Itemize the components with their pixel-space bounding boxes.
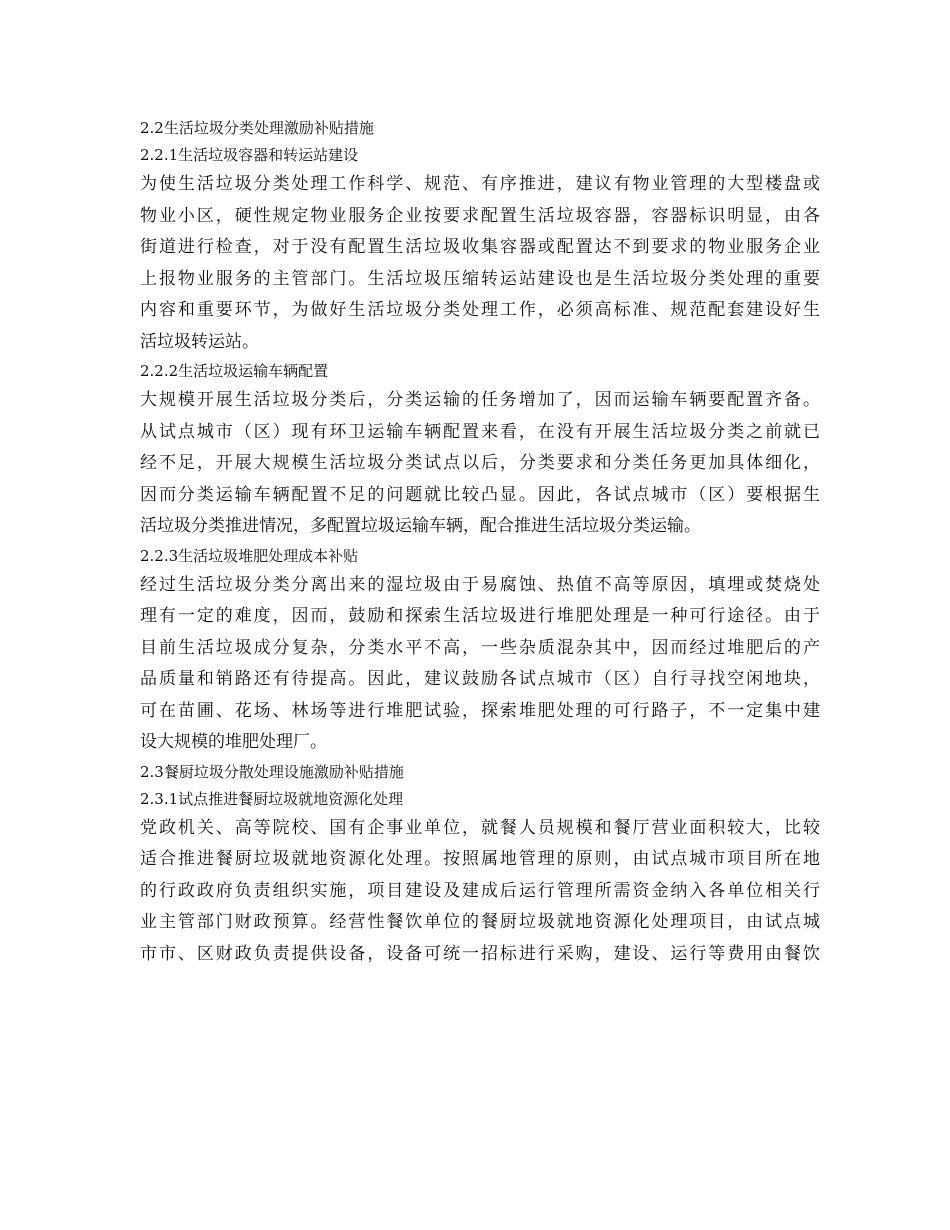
paragraph-line: 可在苗圃、花场、林场等进行堆肥试验，探索堆肥处理的可行路子，不一定集中建 <box>140 700 820 721</box>
heading-2-2-3: 2.2.3生活垃圾堆肥处理成本补贴 <box>140 546 359 565</box>
heading-2-2-2: 2.2.2生活垃圾运输车辆配置 <box>140 362 329 380</box>
paragraph-line: 上报物业服务的主管部门。生活垃圾压缩转运站建设也是生活垃圾分类处理的重要 <box>140 268 820 289</box>
para-2-2-3 <box>140 570 820 759</box>
heading-2-2-1: 2.2.1生活垃圾容器和转运站建设 <box>140 146 359 164</box>
paragraph-line: 活垃圾分类推进情况，多配置垃圾运输车辆，配合推进生活垃圾分类运输。 <box>140 516 701 536</box>
paragraph-line: 理有一定的难度，因而，鼓励和探索生活垃圾进行堆肥处理是一种可行途径。由于 <box>140 606 820 626</box>
paragraph-line: 市市、区财政负责提供设备，设备可统一招标进行采购，建设、运行等费用由餐饮 <box>140 943 820 964</box>
heading-2-3-1: 2.3.1试点推进餐厨垃圾就地资源化处理 <box>140 789 404 808</box>
paragraph-line: 经过生活垃圾分类分离出来的湿垃圾由于易腐蚀、热值不高等原因，填埋或焚烧处 <box>140 574 820 595</box>
paragraph-line: 目前生活垃圾成分复杂，分类水平不高，一些杂质混杂其中，因而经过堆肥后的产 <box>140 637 820 658</box>
paragraph-line: 党政机关、高等院校、国有企事业单位，就餐人员规模和餐厅营业面积较大，比较 <box>140 817 820 838</box>
paragraph-line: 因而分类运输车辆配置不足的问题就比较凸显。因此，各试点城市（区）要根据生 <box>140 484 820 505</box>
paragraph-line: 品质量和销路还有待提高。因此，建议鼓励各试点城市（区）自行寻找空闲地块， <box>140 669 820 689</box>
paragraph-line: 大规模开展生活垃圾分类后，分类运输的任务增加了，因而运输车辆要配置齐备。 <box>140 390 820 410</box>
paragraph-line: 为使生活垃圾分类处理工作科学、规范、有序推进，建议有物业管理的大型楼盘或 <box>140 174 820 194</box>
heading-2-3: 2.3餐厨垃圾分散处理设施激励补贴措施 <box>140 762 404 781</box>
paragraph-line: 设大规模的堆肥处理厂。 <box>140 732 327 752</box>
paragraph-line: 经不足，开展大规模生活垃圾分类试点以后，分类要求和分类任务更加具体细化， <box>140 453 820 473</box>
paragraph-line: 街道进行检查，对于没有配置生活垃圾收集容器或配置达不到要求的物业服务企业 <box>140 237 820 257</box>
paragraph-line: 业主管部门财政预算。经营性餐饮单位的餐厨垃圾就地资源化处理项目，由试点城 <box>140 912 820 932</box>
paragraph-line: 物业小区，硬性规定物业服务企业按要求配置生活垃圾容器，容器标识明显，由各 <box>140 205 820 226</box>
para-2-3-1 <box>140 813 820 971</box>
para-2-2-2 <box>140 385 820 543</box>
heading-2-2: 2.2生活垃圾分类处理激励补贴措施 <box>140 119 374 137</box>
paragraph-line: 适合推进餐厨垃圾就地资源化处理。按照属地管理的原则，由试点城市项目所在地 <box>140 849 820 869</box>
document-page <box>140 115 820 970</box>
paragraph-line: 内容和重要环节，为做好生活垃圾分类处理工作，必须高标准、规范配套建设好生 <box>140 300 820 320</box>
paragraph-line: 的行政政府负责组织实施，项目建设及建成后运行管理所需资金纳入各单位相关行 <box>140 880 820 901</box>
paragraph-line: 活垃圾转运站。 <box>140 331 259 352</box>
paragraph-line: 从试点城市（区）现有环卫运输车辆配置来看，在没有开展生活垃圾分类之前就已 <box>140 421 820 442</box>
para-2-2-1 <box>140 169 820 358</box>
